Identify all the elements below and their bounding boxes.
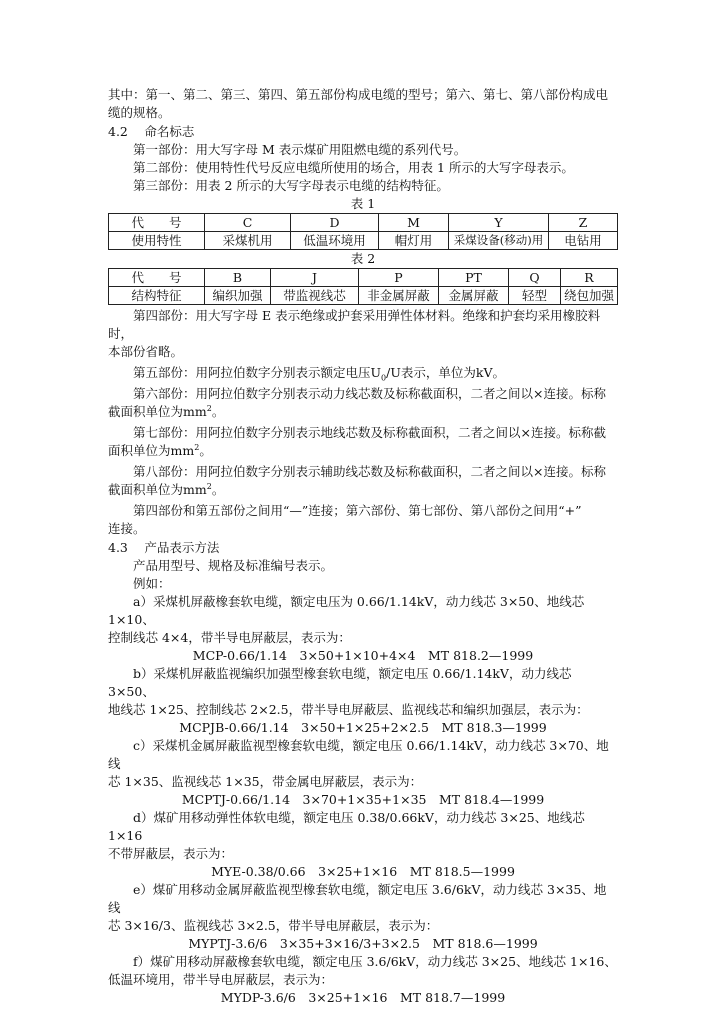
- connect-line-2: 连接。: [108, 521, 146, 536]
- example-e-line-2: 芯 3×16/3、监视线芯 3×2.5，带半导电屏蔽层，表示为：: [108, 918, 439, 933]
- table-cell: 电钻用: [549, 232, 618, 250]
- example-label: 例如：: [133, 576, 171, 591]
- part1-paragraph: 第一部份：用大写字母 M 表示煤矿用阻燃电缆的系列代号。: [133, 142, 467, 157]
- table-cell: P: [359, 269, 439, 287]
- part5-text-end: /U表示，单位为kV。: [386, 365, 505, 380]
- examples-list: [108, 593, 618, 1007]
- example-a-line-2: 控制线芯 4×4，带半导电屏蔽层，表示为：: [108, 630, 351, 645]
- part7-period: 。: [199, 443, 212, 458]
- part8-superscript: 2: [206, 481, 212, 491]
- table-cell: D: [291, 214, 379, 232]
- part8-period: 。: [211, 482, 225, 497]
- table-cell: 代 号: [109, 269, 205, 287]
- part7-line-2: [108, 442, 618, 460]
- example-b-line-1: b）采煤机屏蔽监视编织加强型橡套软电缆，额定电压 0.66/1.14kV，动力线芯 3×50、: [108, 666, 572, 699]
- section-title: 命名标志: [144, 124, 195, 139]
- table-cell: C: [205, 214, 291, 232]
- part7-superscript: 2: [194, 442, 200, 452]
- table-cell: R: [561, 269, 618, 287]
- table1-caption: 表 1: [350, 196, 376, 211]
- table2-header-row: [109, 269, 618, 287]
- table-cell: 使用特性: [109, 232, 205, 250]
- part2-paragraph: 第二部份：使用特性代号反应电缆所使用的场合，用表 1 所示的大写字母表示。: [133, 160, 574, 175]
- table1: [108, 213, 618, 250]
- part6-period: 。: [211, 404, 225, 419]
- table1-data-row: [109, 232, 618, 250]
- table-cell: 轻型: [509, 287, 561, 305]
- part8-text: 截面积单位为mm: [108, 482, 207, 497]
- part4-line-2: 本部份省略。: [108, 344, 184, 359]
- part6-line-1: 第六部份：用阿拉伯数字分别表示动力线芯数及标称截面积，二者之间以×连接。标称: [133, 386, 606, 401]
- table-cell: Q: [509, 269, 561, 287]
- part3-paragraph: 第三部份：用表 2 所示的大写字母表示电缆的结构特征。: [133, 178, 449, 193]
- table1-header-row: [109, 214, 618, 232]
- section-4-2-heading: [108, 123, 618, 141]
- part8-line-2: [108, 481, 618, 499]
- example-e-formula: MYPTJ-3.6/6 3×35+3×16/3+3×2.5 MT 818.6—1999: [188, 936, 538, 951]
- table2-data-row: [109, 287, 618, 305]
- table2: [108, 268, 618, 305]
- intro-line-1: 其中：第一、第二、第三、第四、第五部份构成电缆的型号；第六、第七、第八部份构成电: [108, 87, 609, 102]
- part6-superscript: 2: [206, 403, 212, 413]
- example-e-line-1: e）煤矿用移动金属屏蔽监视型橡套软电缆，额定电压 3.6/6kV，动力线芯 3×35、地线: [108, 882, 607, 915]
- example-a-line-1: a）采煤机屏蔽橡套软电缆，额定电压为 0.66/1.14kV，动力线芯 3×50、地线芯 1×10、: [108, 594, 585, 627]
- table-cell: 采煤设备(移动)用: [449, 232, 549, 250]
- table-cell: 编织加强: [205, 287, 271, 305]
- example-c-line-2: 芯 1×35、监视线芯 1×35，带金属电屏蔽层，表示为：: [108, 774, 423, 789]
- example-b-line-2: 地线芯 1×25、控制线芯 2×2.5，带半导电屏蔽层、监视线芯和编织加强层，表示为：: [108, 702, 589, 717]
- table-cell: 非金属屏蔽: [359, 287, 439, 305]
- example-f-line-2: 低温环境用，带半导电屏蔽层，表示为：: [108, 972, 334, 987]
- table-cell: B: [205, 269, 271, 287]
- example-f-line-1: f）煤矿用移动屏蔽橡套软电缆，额定电压 3.6/6kV，动力线芯 3×25、地线芯 1×16、: [133, 954, 617, 969]
- table-cell: 采煤机用: [205, 232, 291, 250]
- part4-line-1: 第四部份：用大写字母 E 表示绝缘或护套采用弹性体材料。绝缘和护套均采用橡胶料时，: [108, 308, 601, 341]
- document-page: [108, 86, 618, 1007]
- example-d-line-2: 不带屏蔽层，表示为：: [108, 846, 234, 861]
- part5-text: 第五部份：用阿拉伯数字分别表示额定电压U: [133, 365, 382, 380]
- example-f-formula: MYDP-3.6/6 3×25+1×16 MT 818.7—1999: [220, 990, 506, 1005]
- section-number: 4.2: [108, 124, 128, 139]
- table-cell: 帽灯用: [379, 232, 449, 250]
- part7-text: 面积单位为mm: [108, 443, 195, 458]
- table-cell: 绕包加强: [561, 287, 618, 305]
- table-cell: Y: [449, 214, 549, 232]
- table-cell: M: [379, 214, 449, 232]
- example-d-formula: MYE-0.38/0.66 3×25+1×16 MT 818.5—1999: [211, 864, 515, 879]
- table2-caption: 表 2: [350, 251, 376, 266]
- section-4-3-heading: [108, 539, 618, 557]
- example-a-formula: MCP-0.66/1.14 3×50+1×10+4×4 MT 818.2—1999: [192, 648, 534, 663]
- table-cell: 金属屏蔽: [439, 287, 509, 305]
- table-cell: 代 号: [109, 214, 205, 232]
- part7-line-1: 第七部份：用阿拉伯数字分别表示地线芯数及标称截面积，二者之间以×连接。标称截: [133, 425, 606, 440]
- part6-line-2: [108, 403, 618, 421]
- section-title: 产品表示方法: [144, 540, 220, 555]
- example-b-formula: MCPJB-0.66/1.14 3×50+1×25+2×2.5 MT 818.3—1999: [179, 720, 547, 735]
- table-cell: J: [271, 269, 359, 287]
- example-c-formula: MCPTJ-0.66/1.14 3×70+1×35+1×35 MT 818.4—1999: [181, 792, 545, 807]
- connect-line-1: 第四部份和第五部份之间用“—”连接；第六部份、第七部份、第八部份之间用“+”: [133, 503, 582, 518]
- table-cell: PT: [439, 269, 509, 287]
- table-cell: 结构特征: [109, 287, 205, 305]
- part8-line-1: 第八部份：用阿拉伯数字分别表示辅助线芯数及标称截面积，二者之间以×连接。标称: [133, 464, 606, 479]
- part5-paragraph: [108, 364, 618, 382]
- example-d-line-1: d）煤矿用移动弹性体软电缆，额定电压 0.38/0.66kV，动力线芯 3×25、地线芯 1×16: [108, 810, 585, 843]
- part5-subscript: 0: [381, 373, 387, 383]
- table-cell: Z: [549, 214, 618, 232]
- intro-line-2: 缆的规格。: [108, 105, 171, 120]
- representation-intro: 产品用型号、规格及标准编号表示。: [133, 558, 334, 573]
- part6-text: 截面积单位为mm: [108, 404, 207, 419]
- section-number: 4.3: [108, 540, 128, 555]
- table-cell: 低温环境用: [291, 232, 379, 250]
- table-cell: 带监视线芯: [271, 287, 359, 305]
- example-c-line-1: c）采煤机金属屏蔽监视型橡套软电缆，额定电压 0.66/1.14kV，动力线芯 3×70、地线: [108, 738, 609, 771]
